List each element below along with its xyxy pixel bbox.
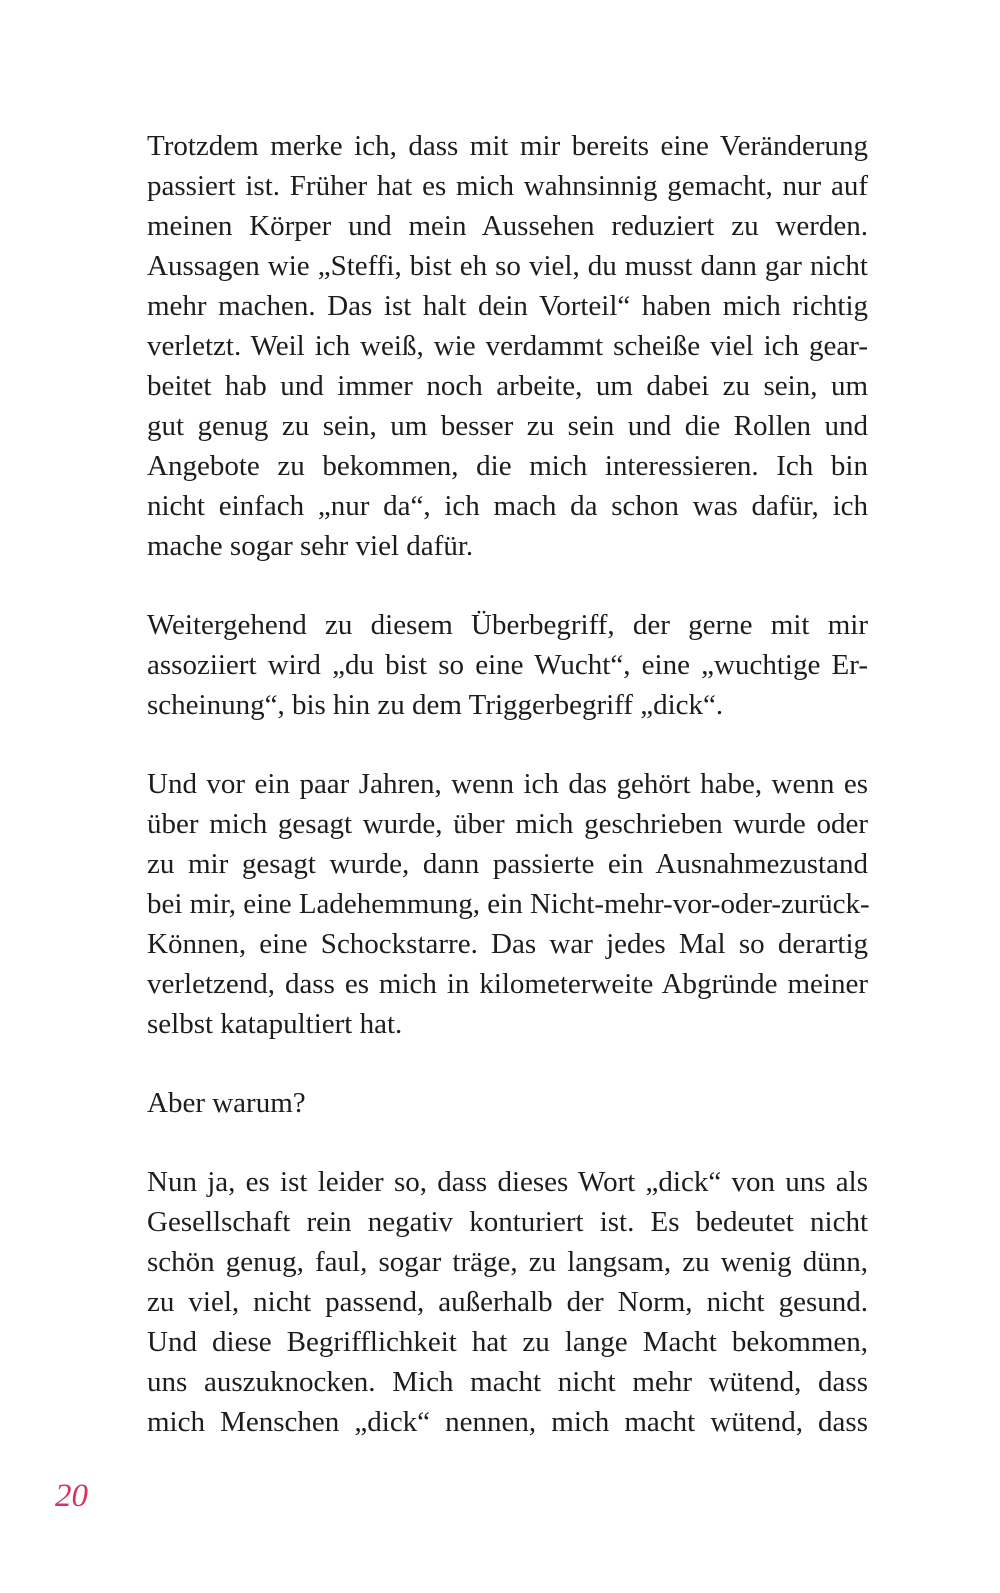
text-line: mich Menschen „dick“ nennen, mich macht wütend, dass: [147, 1406, 868, 1438]
text-line: uns auszuknocken. Mich macht nicht mehr wütend, dass: [147, 1366, 868, 1398]
text-line: bei mir, eine Ladehemmung, ein Nicht-mehr-vor-oder-zurück-: [147, 888, 870, 920]
text-line: Aussagen wie „Steffi, bist eh so viel, du musst dann gar nicht: [147, 250, 868, 282]
text-line: beitet hab und immer noch arbeite, um dabei zu sein, um: [147, 370, 868, 402]
text-line: über mich gesagt wurde, über mich geschrieben wurde oder: [147, 808, 868, 840]
body-text: [147, 126, 868, 1442]
text-line: verletzt. Weil ich weiß, wie verdammt scheiße viel ich gear-: [147, 330, 868, 362]
text-line: verletzend, dass es mich in kilometerweite Abgründe meiner: [147, 968, 868, 1000]
paragraph: [147, 1162, 868, 1442]
paragraph-gap: [147, 1044, 868, 1083]
text-line: mehr machen. Das ist halt dein Vorteil“ haben mich richtig: [147, 290, 868, 322]
text-line: zu viel, nicht passend, außerhalb der Norm, nicht gesund.: [147, 1286, 868, 1318]
paragraph-gap: [147, 1123, 868, 1162]
text-line: schön genug, faul, sogar träge, zu langsam, zu wenig dünn,: [147, 1246, 868, 1278]
text-line: Können, eine Schockstarre. Das war jedes Mal so derartig: [147, 928, 868, 960]
text-line: Trotzdem merke ich, dass mit mir bereits eine Veränderung: [147, 130, 868, 162]
text-line: meinen Körper und mein Aussehen reduziert zu werden.: [147, 210, 868, 242]
text-line: Aber warum?: [147, 1087, 306, 1119]
text-line: Und vor ein paar Jahren, wenn ich das gehört habe, wenn es: [147, 768, 868, 800]
text-line: gut genug zu sein, um besser zu sein und die Rollen und: [147, 410, 868, 442]
text-line: mache sogar sehr viel dafür.: [147, 530, 474, 562]
paragraph-gap: [147, 566, 868, 605]
page-number: 20: [55, 1478, 88, 1514]
paragraph: [147, 605, 868, 725]
text-line: Angebote zu bekommen, die mich interessieren. Ich bin: [147, 450, 868, 482]
text-line: scheinung“, bis hin zu dem Triggerbegriff „dick“.: [147, 689, 724, 721]
text-line: selbst katapultiert hat.: [147, 1008, 403, 1040]
paragraph: [147, 1083, 868, 1123]
text-line: passiert ist. Früher hat es mich wahnsinnig gemacht, nur auf: [147, 170, 868, 202]
text-line: Nun ja, es ist leider so, dass dieses Wort „dick“ von uns als: [147, 1166, 868, 1198]
text-line: Und diese Begrifflichkeit hat zu lange Macht bekommen,: [147, 1326, 868, 1358]
paragraph: [147, 126, 868, 566]
paragraph: [147, 764, 868, 1044]
text-line: Weitergehend zu diesem Überbegriff, der gerne mit mir: [147, 609, 868, 641]
text-line: Gesellschaft rein negativ konturiert ist. Es bedeutet nicht: [147, 1206, 868, 1238]
text-line: nicht einfach „nur da“, ich mach da schon was dafür, ich: [147, 490, 868, 522]
paragraph-gap: [147, 725, 868, 764]
text-line: assoziiert wird „du bist so eine Wucht“, eine „wuchtige Er-: [147, 649, 868, 681]
text-line: zu mir gesagt wurde, dann passierte ein Ausnahmezustand: [147, 848, 868, 880]
